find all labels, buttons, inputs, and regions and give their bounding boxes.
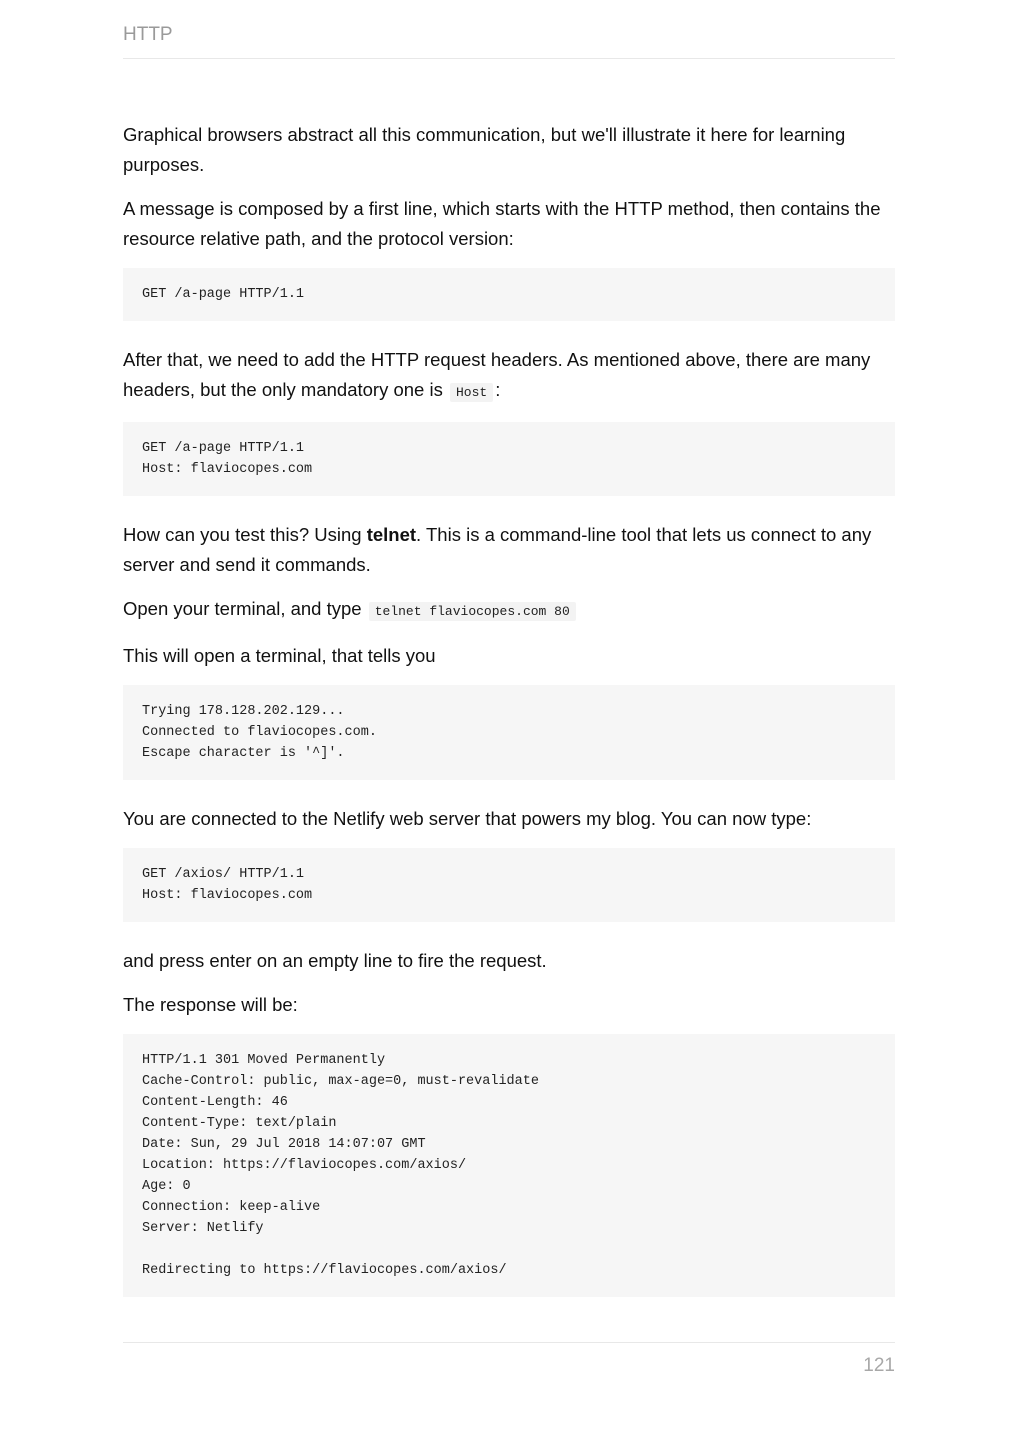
inline-code-host: Host: [450, 383, 493, 402]
paragraph-headers: [123, 345, 895, 408]
telnet-bold: telnet: [366, 524, 417, 545]
paragraph-headers-text: After that, we need to add the HTTP request headers. As mentioned above, there are many headers, but the only mandatory one is: [123, 349, 871, 400]
paragraph-terminal-output-intro: This will open a terminal, that tells you: [123, 645, 436, 666]
code-block-axios-request: GET /axios/ HTTP/1.1 Host: flaviocopes.com: [123, 848, 895, 922]
paragraph-response-intro: The response will be:: [123, 994, 298, 1015]
page-number: 121: [863, 1355, 895, 1376]
code-block-response: HTTP/1.1 301 Moved Permanently Cache-Control: public, max-age=0, must-revalidate Content-Length: 46 Content-Type: text/plain Date: Sun, 29 Jul 2018 14:07:07 GMT Location: https://flaviocopes.com/axios/ Age: 0 Connection: keep-alive Server: Netlify Redirecting to https://flaviocopes.com/axios/: [123, 1034, 895, 1297]
paragraph-open-terminal: [123, 594, 895, 627]
page: [123, 0, 895, 1440]
code-block-request-line: GET /a-page HTTP/1.1: [123, 268, 895, 321]
paragraph-open-terminal-text: Open your terminal, and type: [123, 598, 362, 619]
code-block-telnet-output: Trying 178.128.202.129... Connected to flaviocopes.com. Escape character is '^]'.: [123, 685, 895, 780]
paragraph-intro: Graphical browsers abstract all this communication, but we'll illustrate it here for learning purposes.: [123, 124, 846, 175]
paragraph-telnet-text-after: . This is a command-line tool that lets us connect to any server and send it commands.: [123, 524, 872, 575]
paragraph-headers-colon: :: [495, 379, 501, 400]
paragraph-message: A message is composed by a first line, which starts with the HTTP method, then contains the resource relative path, and the protocol version:: [123, 198, 881, 249]
paragraph-telnet-text-before: How can you test this? Using: [123, 524, 367, 545]
paragraph-telnet: [123, 520, 895, 580]
paragraph-press-enter: and press enter on an empty line to fire the request.: [123, 950, 547, 971]
page-footer: [123, 1342, 895, 1376]
paragraph-connected: You are connected to the Netlify web server that powers my blog. You can now type:: [123, 808, 812, 829]
code-block-request-with-host: GET /a-page HTTP/1.1 Host: flaviocopes.com: [123, 422, 895, 496]
main-content: [123, 120, 895, 1321]
page-header: [123, 22, 895, 59]
running-header-title: HTTP: [123, 24, 173, 45]
inline-code-telnet-command: telnet flaviocopes.com 80: [369, 602, 576, 621]
